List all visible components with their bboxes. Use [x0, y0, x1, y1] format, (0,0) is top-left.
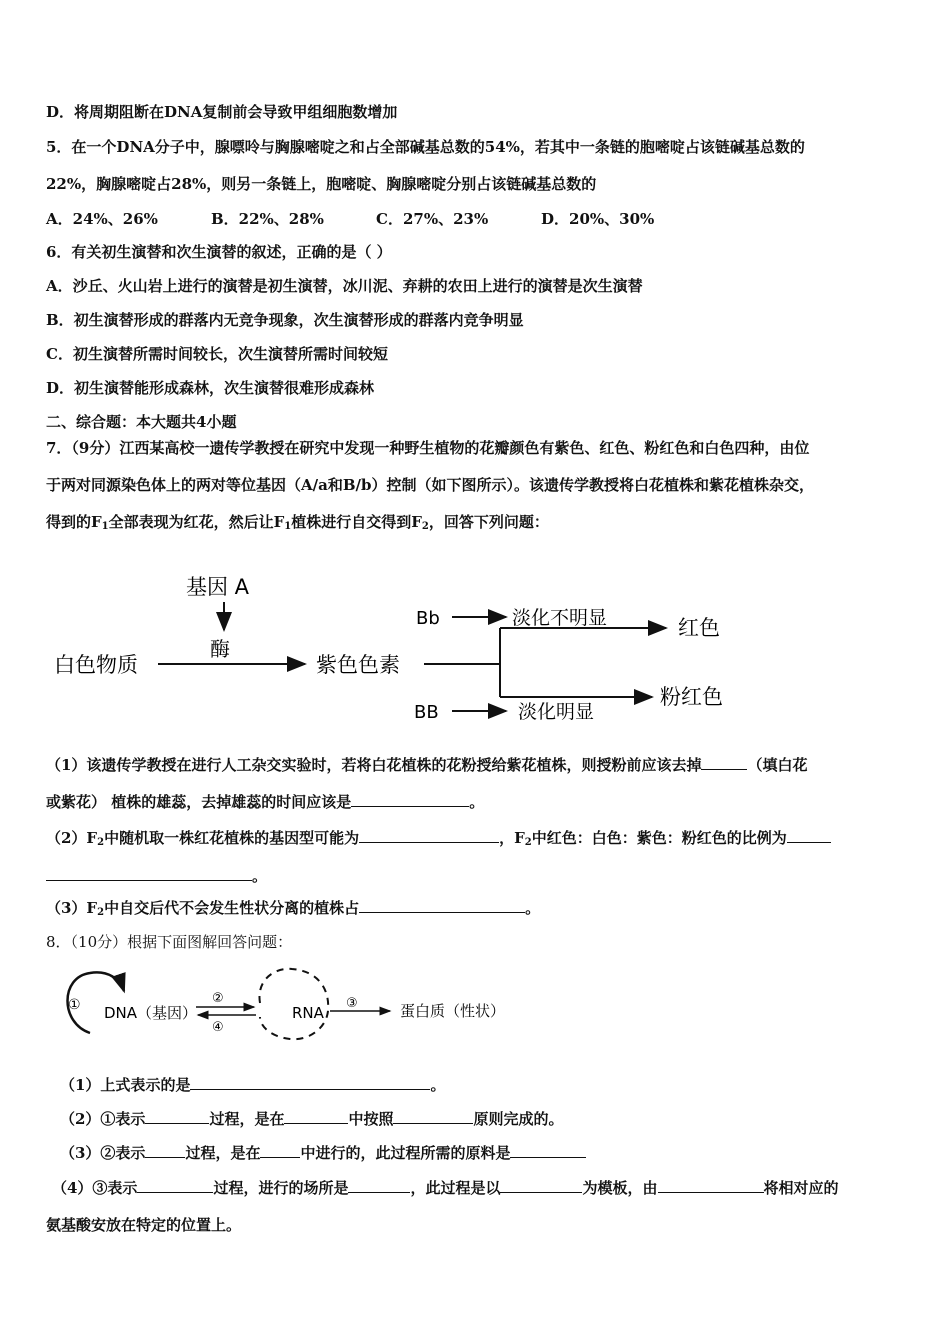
q7-part1-line1: [46, 755, 910, 775]
text: 。: [430, 1076, 446, 1094]
q6-option-a: A．沙丘、火山岩上进行的演替是初生演替，冰川泥、弃耕的农田上进行的演替是次生演替: [46, 277, 643, 295]
text: ，F: [499, 829, 525, 847]
text: 或紫花） 植株的雄蕊，去掉雄蕊的时间应该是: [46, 793, 352, 811]
answer-blank[interactable]: [284, 1109, 348, 1124]
q7-part2-line2: [46, 866, 910, 886]
text: （填白花: [747, 756, 808, 774]
answer-blank[interactable]: [145, 1109, 209, 1124]
text: 过程，进行的场所是: [213, 1179, 349, 1197]
text: 。: [469, 793, 485, 811]
text: 将相对应的: [763, 1179, 839, 1197]
answer-blank[interactable]: [145, 1143, 185, 1158]
q8-part1: [60, 1075, 910, 1095]
text: 植株进行自交得到F: [291, 513, 422, 531]
subscript: 2: [421, 521, 429, 532]
q7-stem-line2: 于两对同源染色体上的两对等位基因（A/a和B/b）控制（如下图所示）。该遗传学教授将白花植株和紫花植株杂交，: [46, 476, 814, 494]
answer-blank[interactable]: [510, 1143, 586, 1158]
text: 。: [525, 899, 541, 917]
q8-part4: [52, 1178, 910, 1198]
q7-part2-line1: [46, 828, 910, 853]
answer-blank[interactable]: [500, 1178, 582, 1193]
protein-label: 蛋白质（性状）: [400, 1002, 506, 1020]
answer-blank[interactable]: [260, 1143, 300, 1158]
section-heading: 二、综合题：本大题共4小题: [46, 413, 237, 431]
enzyme-label: 酶: [210, 637, 230, 661]
text: 中自交后代不会发生性状分离的植株占: [104, 899, 360, 917]
gene-a-label: 基因 A: [186, 575, 250, 599]
text: （3）②表示: [60, 1144, 146, 1162]
rna-label: RNA: [292, 1004, 324, 1022]
text: （2）F: [46, 829, 98, 847]
q7-stem-line3: [46, 512, 910, 537]
answer-blank[interactable]: [359, 898, 525, 913]
text: ，回答下列问题：: [428, 513, 549, 531]
q5-options: [46, 208, 654, 229]
step-2-label: ②: [212, 991, 224, 1006]
q5-option-c: C．27%、23%: [376, 210, 489, 228]
fade-weak-label: 淡化不明显: [512, 607, 608, 629]
text: 为模板，由: [582, 1179, 658, 1197]
step-4-label: ④: [212, 1020, 224, 1035]
step-3-label: ③: [346, 996, 358, 1011]
q8-part2: [60, 1109, 910, 1129]
bb-het-label: Bb: [416, 608, 440, 629]
text: 中进行的，此过程所需的原料是: [300, 1144, 511, 1162]
text: 原则完成的。: [473, 1110, 564, 1128]
q5-option-b: B．22%、28%: [211, 210, 324, 228]
answer-blank[interactable]: [351, 792, 469, 807]
subscript: 1: [284, 521, 292, 532]
q7-stem-line1: 7．（9分）江西某高校一遗传学教授在研究中发现一种野生植物的花瓣颜色有紫色、红色、粉红色和白色四种，由位: [46, 439, 810, 457]
pink-label: 粉红色: [660, 685, 723, 709]
q5-option-d: D．20%、30%: [541, 210, 655, 228]
q8-stem: 8．（10分）根据下面图解回答问题：: [46, 933, 293, 951]
answer-blank[interactable]: [393, 1109, 473, 1124]
answer-blank[interactable]: [190, 1075, 430, 1090]
q5-stem-line2: 22%，胸腺嘧啶占28%，则另一条链上，胞嘧啶、胸腺嘧啶分别占该链碱基总数的: [46, 175, 597, 193]
central-dogma-diagram: [60, 965, 520, 1045]
text: 中按照: [348, 1110, 394, 1128]
text: 得到的F: [46, 513, 102, 531]
q6-option-b: B．初生演替形成的群落内无竞争现象，次生演替形成的群落内竞争明显: [46, 311, 524, 329]
text: （2）①表示: [60, 1110, 146, 1128]
bb-hom-label: BB: [414, 702, 439, 723]
answer-blank[interactable]: [701, 755, 747, 770]
text: 全部表现为红花，然后让F: [108, 513, 285, 531]
white-substance-label: 白色物质: [54, 653, 138, 677]
answer-blank[interactable]: [359, 828, 499, 843]
text: （1）上式表示的是: [60, 1076, 191, 1094]
dna-label: DNA（基因）: [104, 1004, 198, 1022]
q4-option-d: D．将周期阻断在DNA复制前会导致甲组细胞数增加: [46, 103, 398, 121]
text: 过程，是在: [185, 1144, 261, 1162]
q6-stem: 6．有关初生演替和次生演替的叙述，正确的是（ ）: [46, 243, 392, 261]
q7-part3: [46, 898, 910, 923]
text: （4）③表示: [52, 1179, 138, 1197]
text: 。: [252, 867, 268, 885]
q8-part4-line2: 氨基酸安放在特定的位置上。: [46, 1216, 242, 1234]
step-1-label: ①: [68, 997, 81, 1013]
subscript: 2: [524, 837, 532, 848]
answer-blank[interactable]: [46, 866, 252, 881]
subscript: 1: [101, 521, 109, 532]
purple-pigment-label: 紫色色素: [316, 653, 400, 677]
q7-part1-line2: [46, 792, 910, 812]
text: 中随机取一株红花植株的基因型可能为: [104, 829, 360, 847]
answer-blank[interactable]: [787, 828, 831, 843]
fade-strong-label: 淡化明显: [518, 701, 595, 723]
q5-stem-line1: 5．在一个DNA分子中，腺嘌呤与胸腺嘧啶之和占全部碱基总数的54%，若其中一条链的胞嘧啶占该链碱基总数的: [46, 138, 805, 156]
q5-option-a: A．24%、26%: [46, 210, 158, 228]
text: （1）该遗传学教授在进行人工杂交实验时，若将白花植株的花粉授给紫花植株，则授粉前应该去掉: [46, 756, 702, 774]
subscript: 2: [97, 907, 105, 918]
q8-part3: [60, 1143, 910, 1163]
answer-blank[interactable]: [348, 1178, 410, 1193]
flower-color-pathway-diagram: [40, 560, 760, 740]
text: 过程，是在: [209, 1110, 285, 1128]
q6-option-c: C．初生演替所需时间较长，次生演替所需时间较短: [46, 345, 388, 363]
q6-option-d: D．初生演替能形成森林，次生演替很难形成森林: [46, 379, 375, 397]
text: （3）F: [46, 899, 98, 917]
text: 中红色：白色：紫色：粉红色的比例为: [531, 829, 787, 847]
answer-blank[interactable]: [658, 1178, 764, 1193]
red-label: 红色: [678, 616, 720, 640]
text: ，此过程是以: [410, 1179, 501, 1197]
subscript: 2: [97, 837, 105, 848]
answer-blank[interactable]: [137, 1178, 213, 1193]
